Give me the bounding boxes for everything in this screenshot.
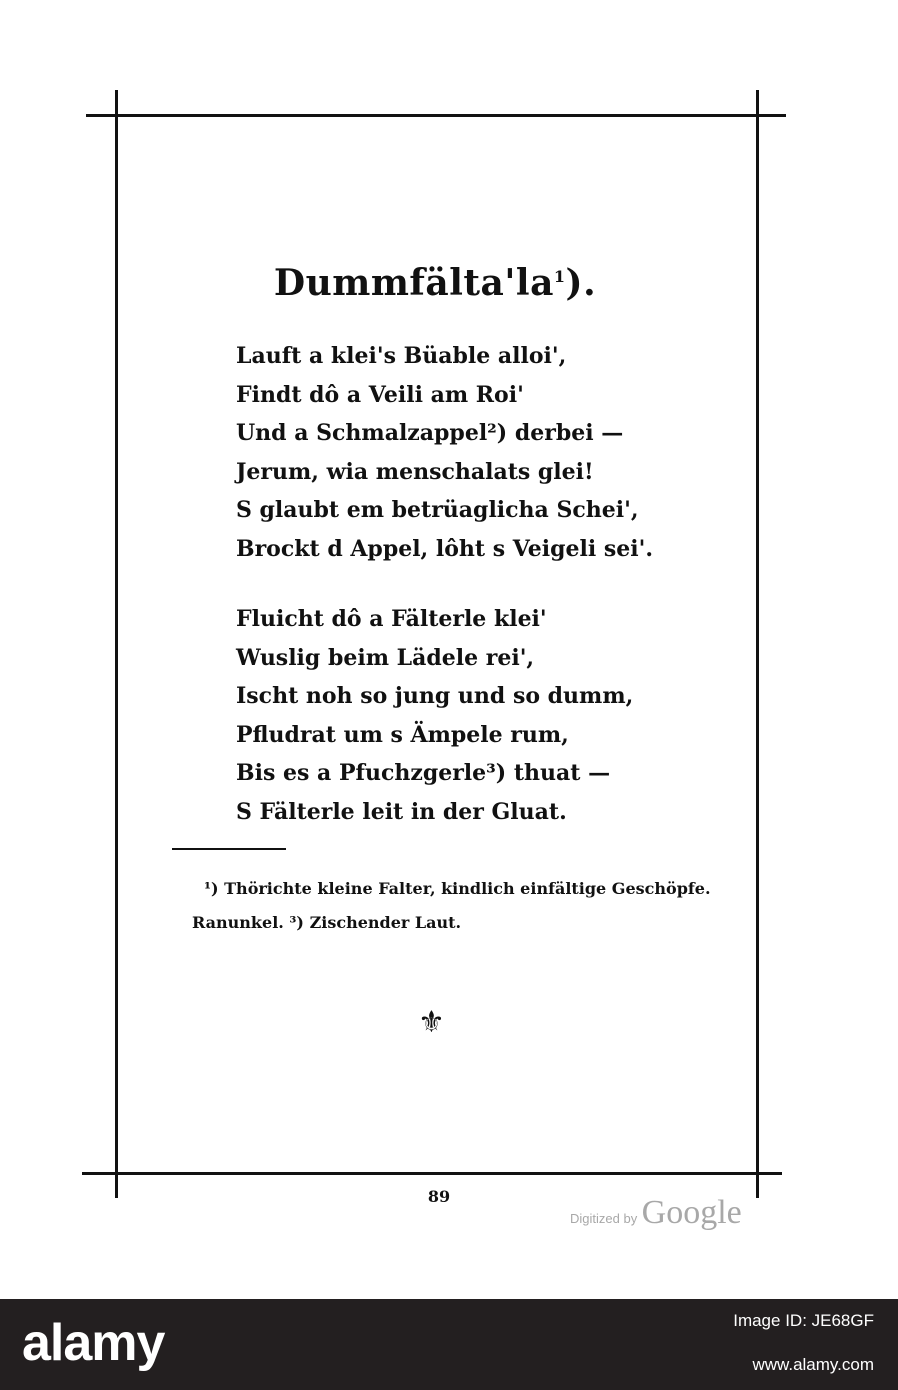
watermark-brand: Google: [641, 1194, 742, 1231]
watermark-prefix: Digitized by: [570, 1211, 638, 1226]
site-url[interactable]: www.alamy.com: [752, 1355, 874, 1374]
fleuron-ornament-icon: ⚜: [418, 1005, 445, 1040]
verse-line: Pfludrat um s Ämpele rum,: [236, 721, 569, 748]
poem-title: [0, 262, 870, 304]
poem-title-note: 1: [553, 267, 566, 286]
poem-title-end: ).: [565, 262, 597, 304]
footnotes: [192, 872, 712, 940]
digitized-watermark: [570, 1194, 742, 1232]
footnote-2: Ranunkel. ³) Zischender Laut.: [192, 913, 462, 932]
verse-line: Fluicht dô a Fälterle klei': [236, 606, 547, 632]
footnote-rule: [172, 848, 286, 850]
image-id: Image ID: JE68GF: [733, 1311, 874, 1330]
verse-line: Und a Schmalzappel²) derbei —: [236, 420, 624, 447]
verse-line: S Fälterle leit in der Gluat.: [236, 798, 567, 825]
verse-line: Jerum, wia menschalats glei!: [236, 458, 594, 485]
frame-left-rule: [115, 90, 118, 1198]
stanza-1: [236, 337, 653, 569]
verse-line: S glaubt em betrüaglicha Schei',: [236, 497, 639, 524]
verse-line: Ischt noh so jung und so dumm,: [236, 683, 634, 710]
poem-title-text: Dummfälta'la: [273, 262, 554, 304]
page-number: 89: [427, 1187, 451, 1206]
stanza-2: [236, 600, 633, 832]
footnote-1: ¹) Thörichte kleine Falter, kindlich einfältige Geschöpfe.: [204, 879, 711, 898]
verse-line: Bis es a Pfuchzgerle³) thuat —: [236, 760, 611, 787]
frame-right-rule: [756, 90, 759, 1198]
alamy-logo: alamy: [22, 1314, 165, 1372]
stock-footer-bar: [0, 1299, 898, 1390]
frame-top-rule: [86, 114, 786, 117]
verse-line: Findt dô a Veili am Roi': [236, 381, 524, 408]
verse-line: Brockt d Appel, lôht s Veigeli sei'.: [236, 535, 654, 562]
verse-line: Lauft a klei's Büable alloi',: [236, 343, 567, 369]
verse-line: Wuslig beim Lädele rei',: [236, 644, 535, 671]
frame-bottom-rule: [82, 1172, 782, 1175]
